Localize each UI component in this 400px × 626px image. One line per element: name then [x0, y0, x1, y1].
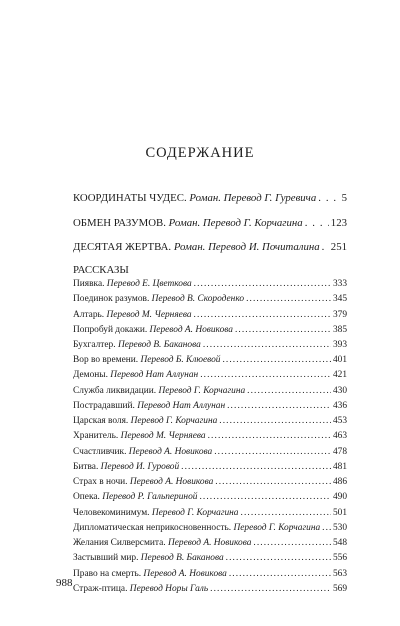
- entry-title: Вор во времени.: [73, 355, 139, 366]
- entry-page-number: 481: [332, 461, 347, 472]
- dot-leader: [208, 431, 331, 441]
- dot-leader: [210, 584, 331, 594]
- dot-leader: [222, 355, 330, 365]
- entry-title: Пиявка.: [73, 279, 105, 289]
- entry-detail: Роман. Перевод Г. Гуревича: [189, 192, 317, 204]
- entry-title: Бухгалтер.: [73, 340, 116, 350]
- dot-leader: [322, 241, 329, 253]
- entry-detail: Перевод М. Черняева: [106, 309, 192, 320]
- dot-leader: [227, 401, 331, 411]
- entry-detail: Перевод Норы Галь: [129, 583, 209, 594]
- entry-page-number: 569: [332, 583, 347, 594]
- toc-entry-novel[interactable]: [73, 241, 347, 253]
- toc-entry-story[interactable]: [73, 325, 347, 335]
- entry-page-number: 333: [332, 279, 347, 289]
- entry-page-number: 436: [332, 400, 347, 411]
- entry-detail: Перевод В. Баканова: [117, 340, 201, 350]
- dot-leader: [200, 370, 331, 380]
- entry-detail: Перевод В. Скороденко: [151, 294, 245, 305]
- entry-detail: Перевод А. Новикова: [143, 568, 227, 579]
- dot-leader: [247, 386, 331, 396]
- entry-page-number: 5: [341, 192, 347, 204]
- toc-entry-story[interactable]: [73, 279, 347, 289]
- entry-title: Попробуй докажи.: [73, 324, 148, 335]
- entry-page-number: 501: [332, 507, 347, 518]
- dot-leader: [203, 340, 331, 350]
- entry-detail: Перевод Р. Гальпериной: [102, 492, 198, 503]
- entry-detail: Перевод А. Новикова: [128, 446, 213, 457]
- page-title: СОДЕРЖАНИЕ: [145, 145, 255, 161]
- entry-page-number: 530: [332, 522, 347, 533]
- entry-page-number: 379: [332, 309, 347, 320]
- entry-title: Алтарь.: [73, 309, 105, 320]
- dot-leader: [219, 416, 331, 426]
- dot-leader: [241, 508, 331, 518]
- dot-leader: [322, 523, 331, 533]
- entry-page-number: 385: [332, 324, 347, 335]
- entry-page-number: 486: [332, 477, 347, 488]
- entry-title: Страж-птица.: [73, 583, 128, 594]
- entry-page-number: 123: [330, 217, 347, 229]
- dot-leader: [235, 325, 331, 335]
- toc-entry-story[interactable]: [73, 431, 347, 441]
- toc-entry-story[interactable]: [73, 462, 347, 472]
- toc-entry-novel[interactable]: [73, 192, 347, 204]
- entry-page-number: 421: [332, 370, 347, 381]
- toc-entry-story[interactable]: [73, 294, 347, 304]
- toc-entry-story[interactable]: [73, 416, 347, 426]
- dot-leader: [194, 279, 331, 289]
- toc-entry-story[interactable]: [73, 340, 347, 350]
- dot-leader: [194, 310, 331, 320]
- entry-title: КООРДИНАТЫ ЧУДЕС.: [73, 192, 187, 204]
- toc-entry-story[interactable]: [73, 477, 347, 487]
- entry-title: Право на смерть.: [73, 568, 142, 579]
- entry-page-number: 251: [330, 241, 347, 253]
- stories-section-heading: РАССКАЗЫ: [73, 264, 129, 276]
- entry-detail: Перевод М. Черняева: [120, 431, 206, 442]
- toc-entry-story[interactable]: [73, 523, 347, 533]
- dot-leader: [253, 538, 331, 548]
- entry-title: Хранитель.: [73, 431, 119, 442]
- entry-detail: Перевод Г. Корчагина: [130, 416, 218, 427]
- dot-leader: [229, 569, 331, 579]
- entry-page-number: 556: [332, 553, 347, 564]
- entry-detail: Перевод И. Гуровой: [100, 461, 180, 472]
- toc-entry-story[interactable]: [73, 447, 347, 457]
- dot-leader: [318, 192, 339, 204]
- entry-title: Застывший мир.: [73, 553, 139, 564]
- toc-entry-story[interactable]: [73, 310, 347, 320]
- toc-entry-story[interactable]: [73, 508, 347, 518]
- toc-entry-story[interactable]: [73, 355, 347, 365]
- toc-entry-story[interactable]: [73, 553, 347, 563]
- entry-page-number: 490: [332, 492, 347, 503]
- toc-entry-story[interactable]: [73, 401, 347, 411]
- entry-title: ОБМЕН РАЗУМОВ.: [73, 217, 166, 229]
- entry-detail: Перевод Нат Аллунан: [110, 370, 199, 381]
- toc-entry-story[interactable]: [73, 386, 347, 396]
- entry-page-number: 345: [332, 294, 347, 305]
- entry-title: Желания Силверсмита.: [73, 538, 166, 549]
- dot-leader: [246, 294, 331, 304]
- entry-page-number: 401: [332, 355, 347, 366]
- entry-detail: Перевод Е. Цветкова: [106, 279, 192, 289]
- entry-detail: Перевод В. Баканова: [140, 553, 224, 564]
- toc-entry-story[interactable]: [73, 569, 347, 579]
- entry-page-number: 453: [332, 416, 347, 427]
- entry-detail: Перевод Г. Корчагина: [158, 385, 246, 396]
- entry-detail: Перевод Г. Корчагина: [151, 507, 239, 518]
- entry-detail: Перевод А. Новикова: [149, 324, 233, 335]
- dot-leader: [214, 447, 331, 457]
- entry-detail: Перевод Б. Клюевой: [140, 355, 221, 366]
- dot-leader: [181, 462, 331, 472]
- entry-title: Царская воля.: [73, 416, 129, 427]
- entry-detail: Роман. Перевод Г. Корчагина: [168, 217, 303, 229]
- toc-entry-story[interactable]: [73, 538, 347, 548]
- entry-title: ДЕСЯТАЯ ЖЕРТВА.: [73, 241, 172, 253]
- entry-detail: Перевод Нат Аллунан: [137, 400, 226, 411]
- dot-leader: [305, 217, 329, 229]
- dot-leader: [226, 553, 331, 563]
- entry-title: Поединок разумов.: [73, 294, 150, 305]
- entry-page-number: 563: [332, 568, 347, 579]
- entry-page-number: 393: [332, 340, 347, 350]
- toc-entry-novel[interactable]: [73, 217, 347, 229]
- entry-detail: Перевод А. Новикова: [129, 477, 214, 488]
- entry-page-number: 548: [332, 538, 347, 549]
- entry-title: Счастливчик.: [73, 446, 127, 457]
- entry-detail: Перевод А. Новикова: [167, 538, 252, 549]
- entry-title: Битва.: [73, 461, 99, 472]
- entry-detail: Перевод Г. Корчагина: [233, 522, 321, 533]
- entry-page-number: 430: [332, 385, 347, 396]
- toc-entry-story[interactable]: [73, 492, 347, 502]
- entry-title: Служба ликвидации.: [73, 385, 157, 396]
- toc-entry-story[interactable]: [73, 584, 347, 594]
- dot-leader: [215, 477, 331, 487]
- entry-page-number: 478: [332, 446, 347, 457]
- page-number: 988: [56, 577, 73, 589]
- entry-title: Пострадавший.: [73, 400, 135, 411]
- entry-page-number: 463: [332, 431, 347, 442]
- entry-title: Страх в ночи.: [73, 477, 128, 488]
- entry-detail: Роман. Перевод И. Почиталина: [173, 241, 320, 253]
- entry-title: Опека.: [73, 492, 100, 503]
- entry-title: Демоны.: [73, 370, 108, 381]
- entry-title: Человекоминимум.: [73, 507, 150, 518]
- dot-leader: [199, 492, 330, 502]
- entry-title: Дипломатическая неприкосновенность.: [73, 522, 232, 533]
- toc-entry-story[interactable]: [73, 370, 347, 380]
